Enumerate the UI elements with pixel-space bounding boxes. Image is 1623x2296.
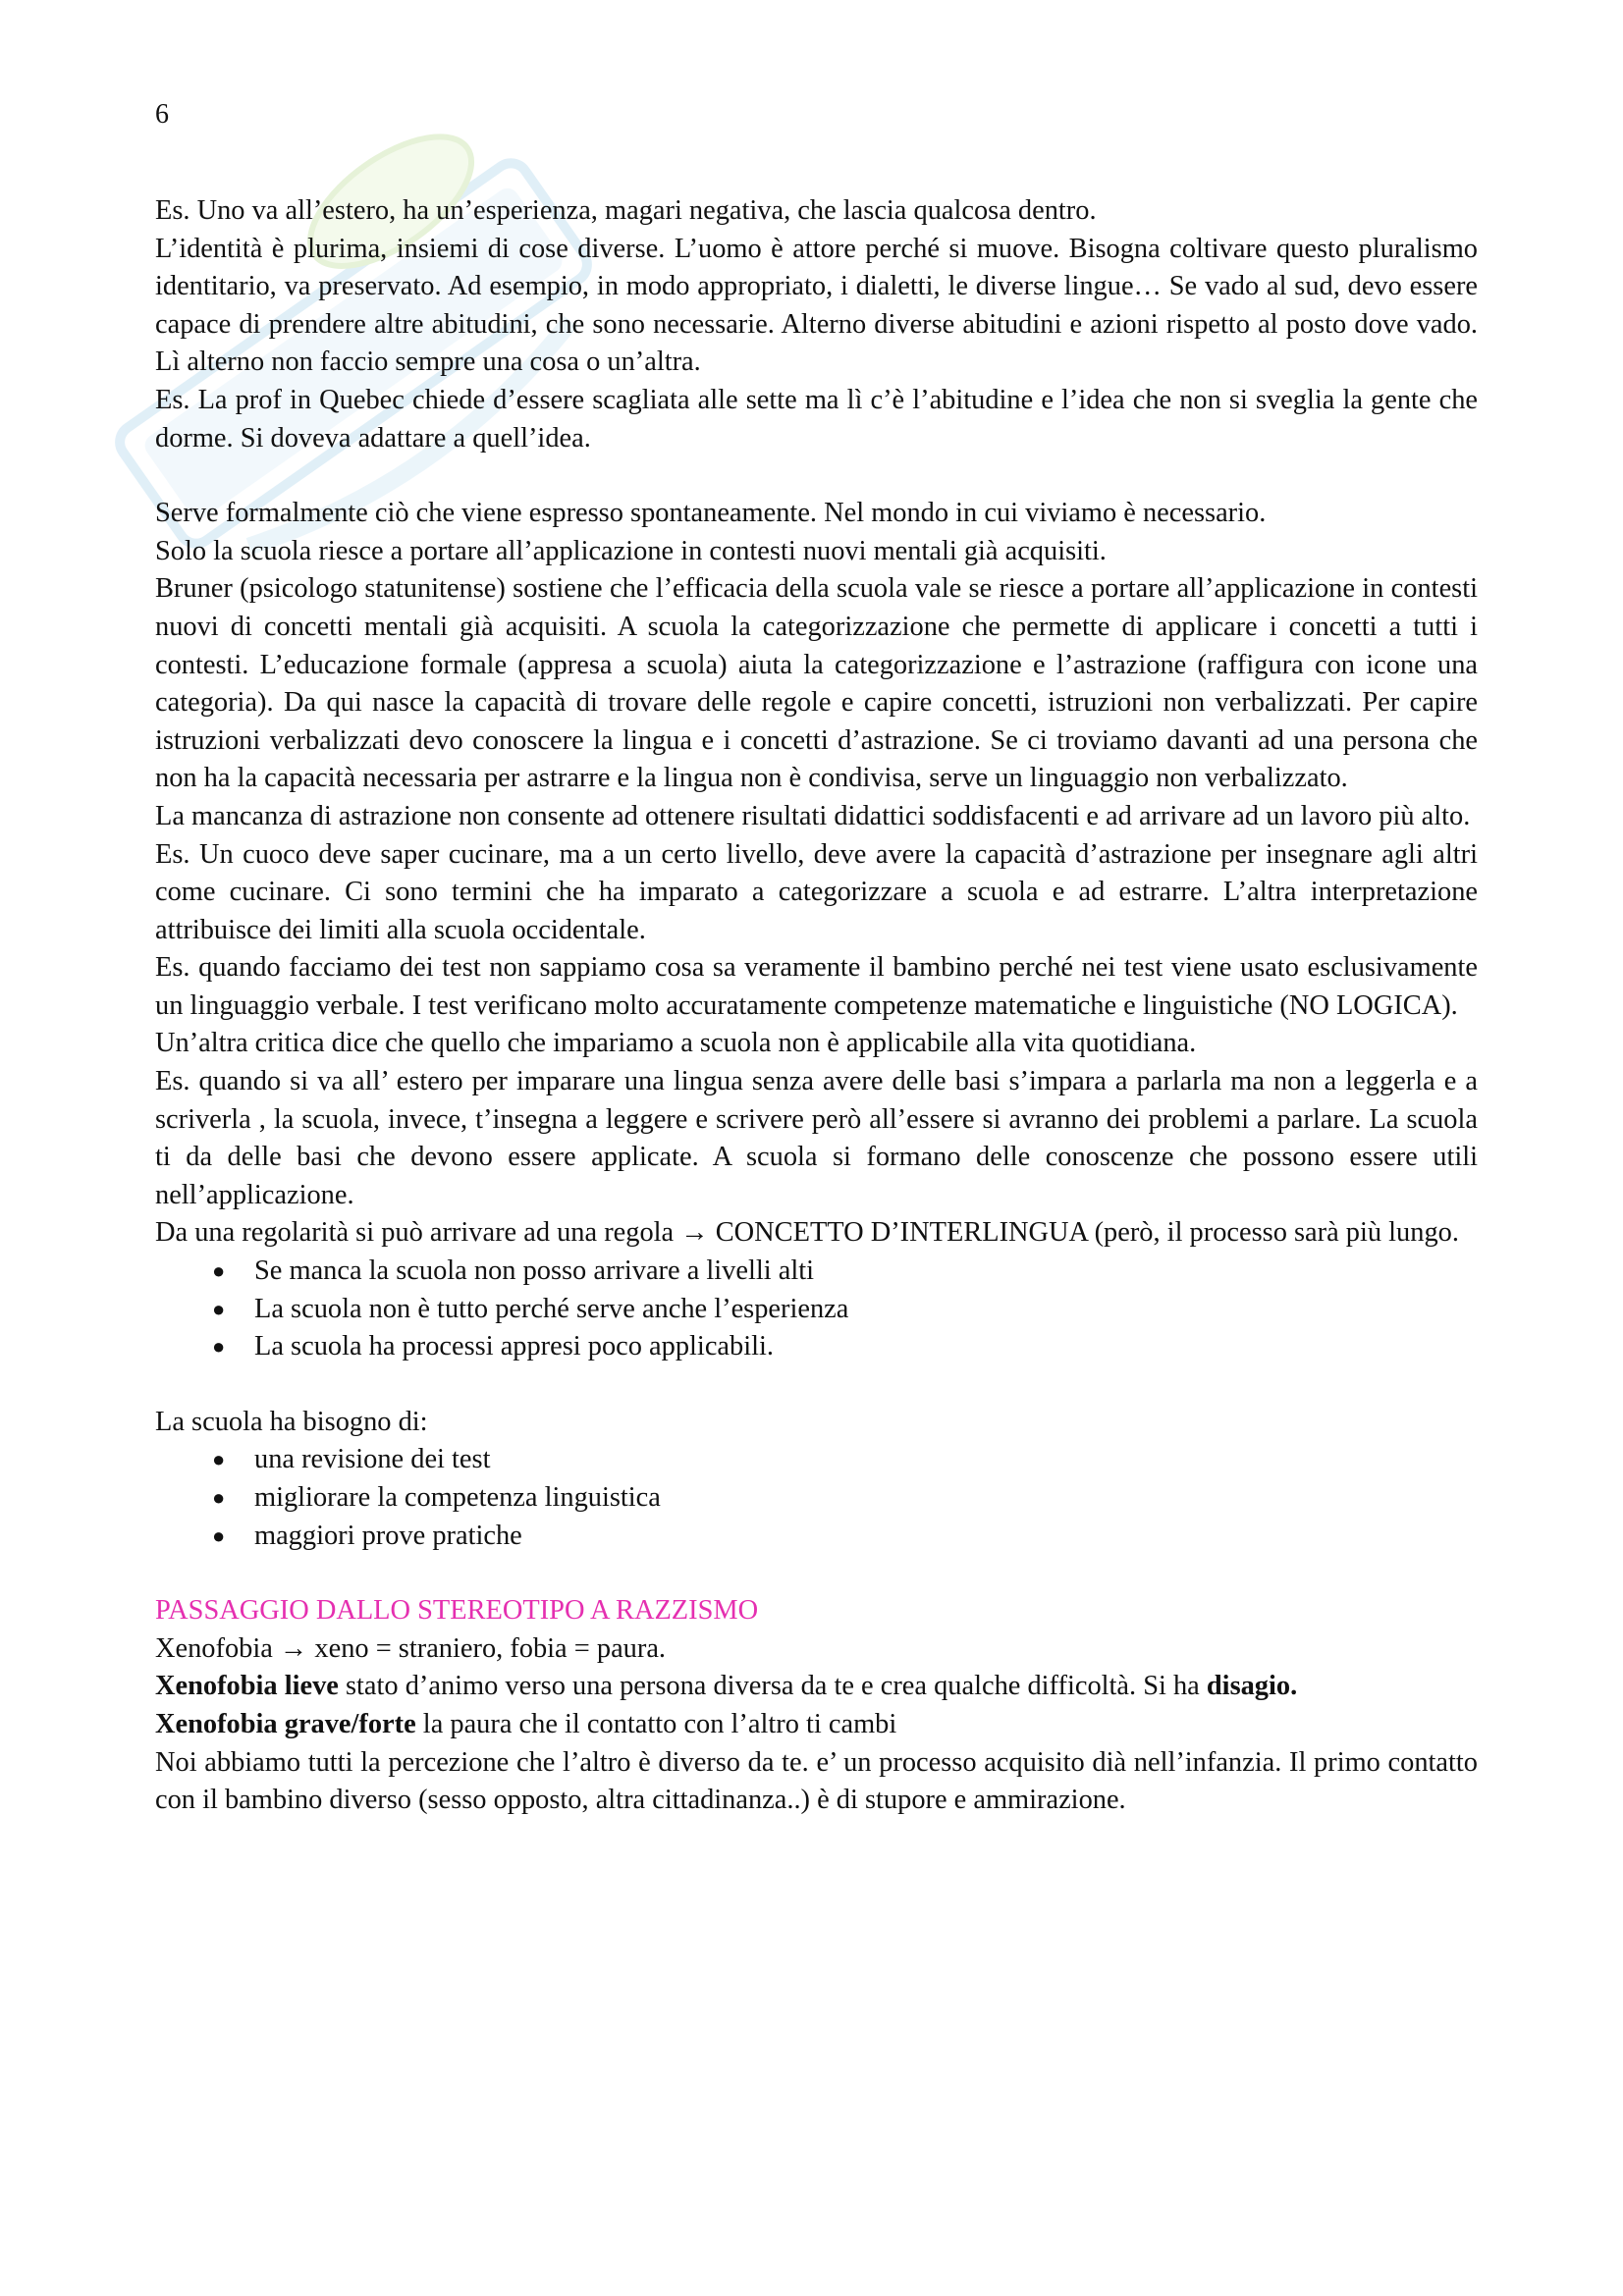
document-body — [155, 192, 1478, 1820]
list-item: ● maggiori prove pratiche — [212, 1518, 1478, 1556]
bullet-icon: ● — [212, 1485, 226, 1510]
list-item: ● La scuola non è tutto perché serve anche l’esperienza — [212, 1291, 1478, 1329]
spacer — [155, 1366, 1478, 1404]
paragraph: Es. quando si va all’ estero per imparare una lingua senza avere delle basi s’impara a parlarla ma non a leggerla e a scriverla , la scuola, invece, t’insegna a leggere e scrivere però all’essere si avranno dei problemi a parlare. La scuola ti da delle basi che devono essere applicate. A scuola si formano delle conoscenze che possono essere utili nell’applicazione. — [155, 1066, 1478, 1210]
spacer — [155, 457, 1478, 495]
paragraph: Es. Uno va all’estero, ha un’esperienza, magari negativa, che lascia qualcosa dentro. — [155, 195, 1097, 226]
paragraph: Es. Un cuoco deve saper cucinare, ma a un certo livello, deve avere la capacità d’astrazione per insegnare agli altri come cucinare. Ci sono termini che ha imparato a categorizzare a scuola e ad estrarre. L’altra interpretazione attribuisce dei limiti alla scuola occidentale. — [155, 838, 1478, 945]
spacer — [155, 1555, 1478, 1592]
bullet-icon: ● — [212, 1334, 226, 1360]
list-item: ● La scuola ha processi appresi poco applicabili. — [212, 1328, 1478, 1366]
paragraph: Noi abbiamo tutti la percezione che l’altro è diverso da te. e’ un processo acquisito dià nell’infanzia. Il primo contatto con il bambino diverso (sesso opposto, altra cittadinanza..) è di stupore e ammirazione. — [155, 1746, 1478, 1816]
bullet-list-school-needs — [155, 1441, 1478, 1555]
list-item: ● una revisione dei test — [212, 1441, 1478, 1479]
bullet-list-school-limits — [155, 1253, 1478, 1366]
bullet-icon: ● — [212, 1522, 226, 1548]
paragraph: Bruner (psicologo statunitense) sostiene che l’efficacia della scuola vale se riesce a portare all’applicazione in contesti nuovi di concetti mentali già acquisiti. A scuola la categorizzazione che permette di applicare i concetti a tutti i contesti. L’educazione formale (appresa a scuola) aiuta la categorizzazione e l’astrazione (raffigura con icone una categoria). Da qui nasce la capacità di trovare delle regole e capire concetti, istruzioni non verbalizzati. Per capire istruzioni verbalizzati devo conoscere la lingua e i concetti d’astrazione. Se ci troviamo davanti ad una persona che non ha la capacità necessaria per astrarre e la lingua non è condivisa, serve un linguaggio non verbalizzato. — [155, 573, 1478, 794]
paragraph: L’identità è plurima, insiemi di cose diverse. L’uomo è attore perché si muove. Bisogna coltivare questo pluralismo identitario, va preservato. Ad esempio, in modo appropriato, i dialetti, le diverse lingue… Se vado al sud, devo essere capace di prendere altre abitudini, che sono necessarie. Alterno diverse abitudini e azioni rispetto al posto dove vado. Lì alterno non faccio sempre una cosa o un’altra. — [155, 233, 1478, 378]
list-item: ● migliorare la competenza linguistica — [212, 1479, 1478, 1518]
bullet-icon: ● — [212, 1258, 226, 1284]
bullet-icon: ● — [212, 1447, 226, 1472]
paragraph-xenofobia-lieve: Xenofobia lieve stato d’animo verso una persona diversa da te e crea qualche difficoltà. Si ha disagio. — [155, 1671, 1298, 1702]
paragraph: Da una regolarità si può arrivare ad una regola → CONCETTO D’INTERLINGUA (però, il processo sarà più lungo. — [155, 1217, 1459, 1249]
paragraph: La mancanza di astrazione non consente ad ottenere risultati didattici soddisfacenti e ad arrivare ad un lavoro più alto. — [155, 800, 1471, 831]
list-intro: La scuola ha bisogno di: — [155, 1406, 428, 1437]
paragraph: Es. quando facciamo dei test non sappiamo cosa sa veramente il bambino perché nei test viene usato esclusivamente un linguaggio verbale. I test verificano molto accuratamente competenze matematiche e linguistiche (NO LOGICA). — [155, 952, 1478, 1021]
paragraph: Un’altra critica dice che quello che impariamo a scuola non è applicabile alla vita quotidiana. — [155, 1028, 1197, 1059]
section-heading: PASSAGGIO DALLO STEREOTIPO A RAZZISMO — [155, 1595, 759, 1627]
paragraph: Serve formalmente ciò che viene espresso spontaneamente. Nel mondo in cui viviamo è necessario. — [155, 498, 1267, 529]
paragraph-xenofobia-grave: Xenofobia grave/forte la paura che il contatto con l’altro ti cambi — [155, 1708, 897, 1739]
definition-line: Xenofobia → xeno = straniero, fobia = paura. — [155, 1632, 667, 1664]
paragraph: Solo la scuola riesce a portare all’applicazione in contesti nuovi mentali già acquisiti. — [155, 535, 1107, 566]
list-item: ● Se manca la scuola non posso arrivare a livelli alti — [212, 1253, 1478, 1291]
term-bold: disagio. — [1206, 1671, 1298, 1702]
term-bold: Xenofobia lieve — [155, 1671, 339, 1702]
paragraph: Es. La prof in Quebec chiede d’essere scagliata alle sette ma lì c’è l’abitudine e l’idea che non si sveglia la gente che dorme. Si doveva adattare a quell’idea. — [155, 384, 1478, 454]
bullet-icon: ● — [212, 1296, 226, 1321]
term-bold: Xenofobia grave/forte — [155, 1708, 416, 1739]
page-number: 6 — [155, 99, 169, 130]
